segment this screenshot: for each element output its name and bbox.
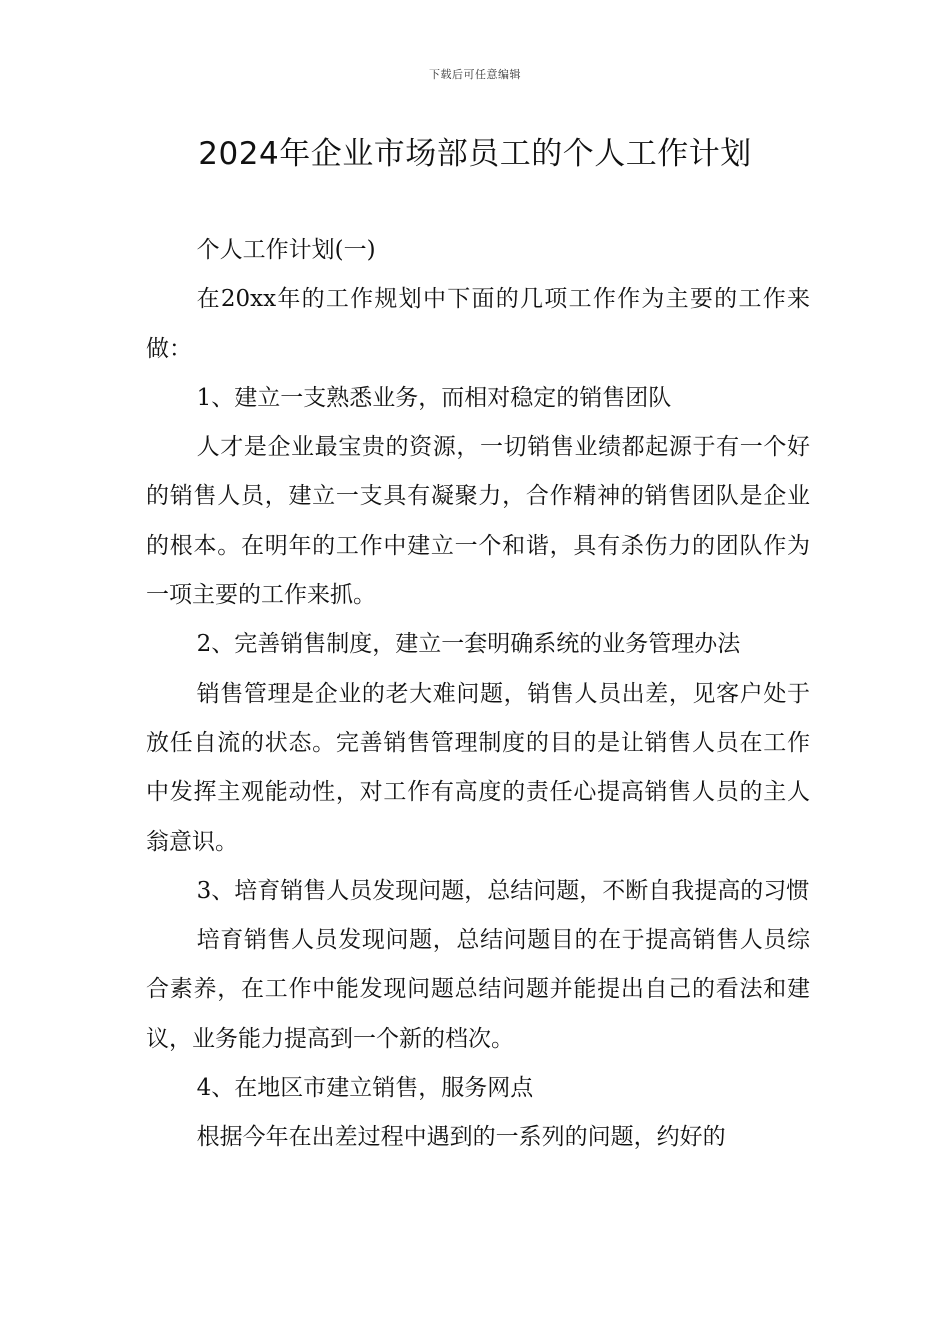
item-heading-4: 4、在地区市建立销售，服务网点 (196, 1075, 534, 1102)
header-note: 下载后可任意编辑 (429, 68, 521, 81)
item-heading-1: 1、建立一支熟悉业务，而相对稳定的销售团队 (196, 384, 672, 411)
document-title: 2024年企业市场部员工的个人工作计划 (198, 136, 752, 172)
item-heading-2: 2、完善销售制度，建立一套明确系统的业务管理办法 (196, 631, 741, 658)
item-body-2: 销售管理是企业的老大难问题，销售人员出差，见客户处于放任自流的状态。完善销售管理制度的目的是让销售人员在工作中发挥主观能动性，对工作有高度的责任心提高销售人员的主人翁意识。 (146, 680, 810, 855)
item-heading-3: 3、培育销售人员发现问题，总结问题，不断自我提高的习惯 (196, 877, 810, 904)
item-body-3: 培育销售人员发现问题，总结问题目的在于提高销售人员综合素养，在工作中能发现问题总结问题并能提出自己的看法和建议，业务能力提高到一个新的档次。 (146, 927, 810, 1052)
item-body-4: 根据今年在出差过程中遇到的一系列的问题，约好的 (196, 1124, 726, 1151)
section-heading-plan-one: 个人工作计划(一) (196, 237, 376, 263)
document-body (146, 226, 810, 1163)
intro-paragraph: 在20xx年的工作规划中下面的几项工作作为主要的工作来做： (146, 286, 810, 362)
item-body-1: 人才是企业最宝贵的资源，一切销售业绩都起源于有一个好的销售人员，建立一支具有凝聚力，合作精神的销售团队是企业的根本。在明年的工作中建立一个和谐，具有杀伤力的团队作为一项主要的工作来抓。 (146, 434, 810, 609)
